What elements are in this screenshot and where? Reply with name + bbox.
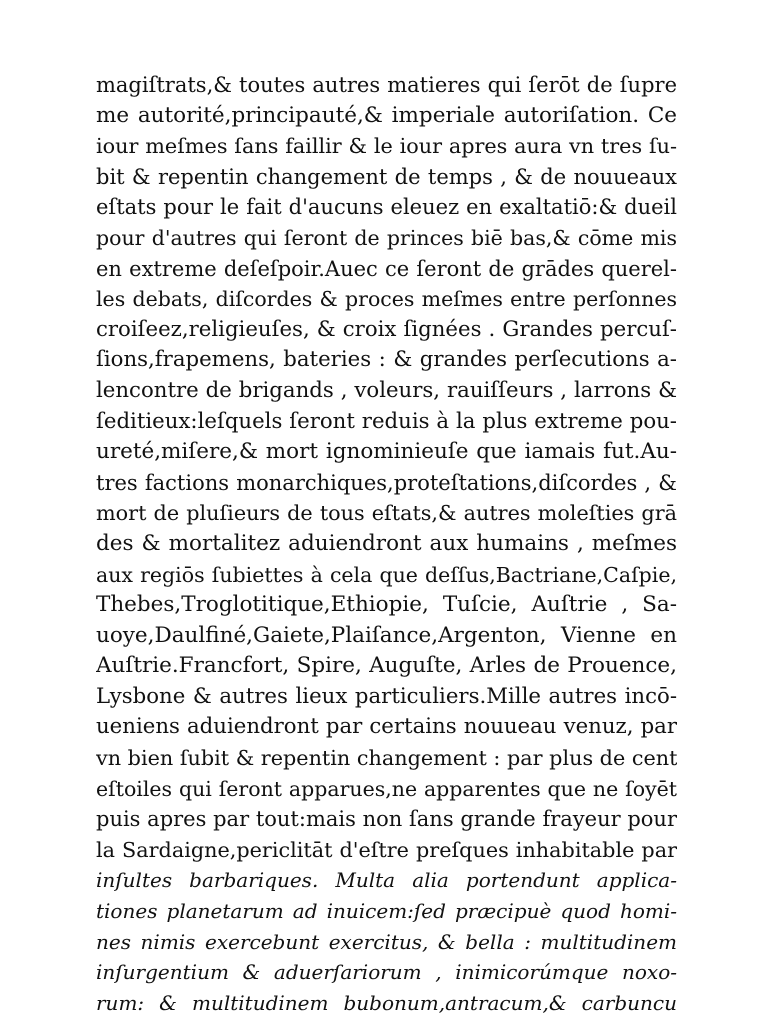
- text-line: ſeditieux:leſquels ſeront reduis à la plus extreme pou-: [96, 408, 677, 434]
- text-line: uoye,Daulfiné,Gaiete,Plaiſance,Argenton, Vienne en: [96, 622, 677, 648]
- text-line: en extreme deſeſpoir.Auec ce ſeront de grādes querel-: [96, 256, 677, 281]
- text-line: eſtats pour le fait d'aucuns eleuez en exaltatiō:& dueil: [96, 195, 677, 220]
- text-line: me autorité,principauté,& imperiale autoriſation. Ce: [96, 102, 677, 128]
- text-line: mort de pluſieurs de tous eſtats,& autres moleſties grā: [96, 501, 677, 526]
- text-line: lencontre de brigands , voleurs, rauiſſeurs , larrons &: [96, 377, 677, 403]
- text-line: Auſtrie.Francfort, Spire, Auguſte, Arles de Prouence,: [96, 653, 677, 679]
- text-line: des & mortalitez aduiendront aux humains , meſmes: [96, 530, 677, 556]
- text-line: ureté,miſere,& mort ignominieuſe que iamais fut.Au-: [96, 439, 677, 465]
- text-line: magiſtrats,& toutes autres matieres qui ſerōt de ſupre: [96, 73, 677, 97]
- text-line: croiſeez,religieuſes, & croix ſignées . Grandes percuſ-: [96, 316, 677, 342]
- text-line: ueniens aduiendront par certains nouueau venuz, par: [96, 714, 677, 740]
- text-line: iour meſmes ſans faillir & le iour apres aura vn tres ſu-: [96, 134, 677, 159]
- text-line: la Sardaigne,periclitāt d'eſtre preſques inhabitable par: [96, 837, 677, 862]
- text-line: inſurgentium & aduerſariorum , inimicorúmque noxo-: [96, 960, 677, 985]
- text-line: rum: & multitudinem bubonum,antracum,& carbuncu: [96, 990, 677, 1015]
- text-line: aux regiōs ſubiettes à cela que deſſus,Bactriane,Caſpie,: [96, 562, 677, 587]
- text-line: les debats, diſcordes & proces meſmes entre perſonnes: [96, 287, 677, 312]
- text-line: tres factions monarchiques,proteſtations,diſcordes , &: [96, 470, 677, 495]
- text-line: vn bien ſubit & repentin changement : par plus de cent: [96, 746, 677, 771]
- text-line: inſultes barbariques. Multa alia portendunt applica-: [96, 868, 677, 893]
- text-line: eſtoiles qui ſeront apparues,ne apparentes que ne ſoyēt: [96, 776, 677, 801]
- text-line: tiones planetarum ad inuicem:ſed præcipuè quod homi-: [96, 899, 677, 924]
- text-line: ſions,frapemens, bateries : & grandes perſecutions a-: [96, 347, 677, 373]
- text-line: Thebes,Troglotitique,Ethiopie, Tuſcie, Auſtrie , Sa-: [96, 592, 677, 618]
- text-line: Lysbone & autres lieux particuliers.Mille autres incō-: [96, 683, 677, 709]
- text-line: pour d'autres qui ſeront de princes biē bas,& cōme mis: [96, 225, 677, 250]
- body-text: [96, 70, 677, 1018]
- text-line: bit & repentin changement de temps , & de nouueaux: [96, 164, 677, 189]
- text-line: nes nimis exercebunt exercitus, & bella : multitudinem: [96, 929, 677, 954]
- text-line: puis apres par tout:mais non ſans grande frayeur pour: [96, 807, 677, 832]
